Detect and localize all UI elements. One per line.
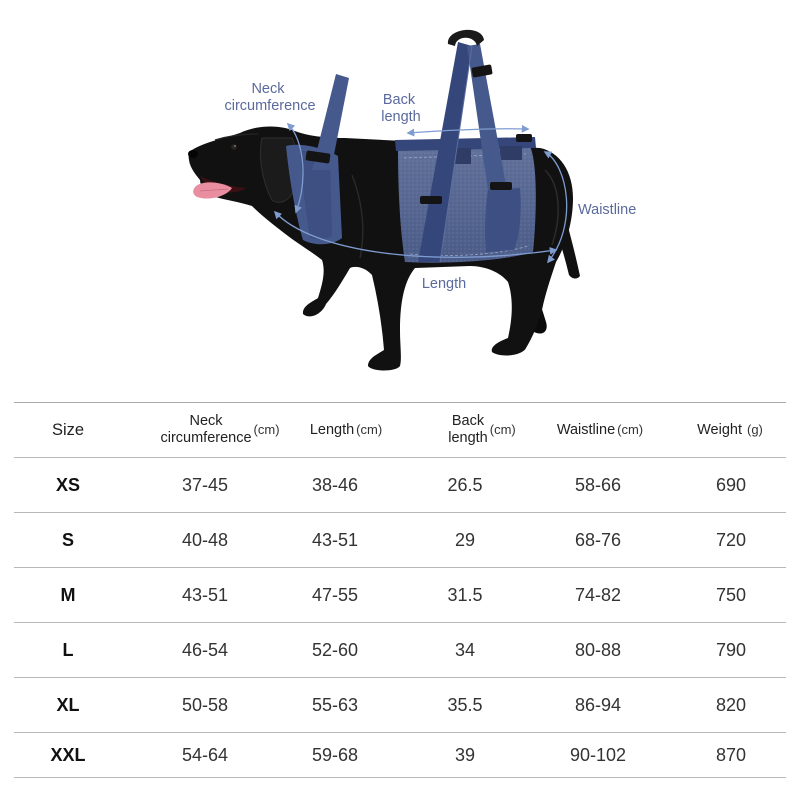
label-neck-line1: Neck bbox=[251, 81, 285, 97]
label-waistline: Waistline bbox=[578, 202, 637, 218]
header-size: Size bbox=[51, 420, 85, 439]
header-length-label: Length bbox=[309, 422, 355, 438]
cell-waistline: 86-94 bbox=[574, 694, 622, 715]
cell-size: L bbox=[62, 639, 74, 660]
table-row bbox=[14, 458, 786, 513]
table-header-row bbox=[14, 403, 786, 458]
cell-weight: 820 bbox=[715, 694, 747, 715]
table-row bbox=[14, 678, 786, 733]
cell-neck: 40-48 bbox=[181, 529, 229, 550]
cell-waistline: 80-88 bbox=[574, 639, 622, 660]
header-weight-label: Weight bbox=[697, 422, 742, 438]
label-back-line2: length bbox=[381, 109, 421, 125]
cell-length: 43-51 bbox=[311, 529, 359, 550]
cell-length: 38-46 bbox=[311, 474, 359, 495]
cell-weight: 720 bbox=[715, 529, 747, 550]
cell-waistline: 68-76 bbox=[574, 529, 622, 550]
dog-harness-illustration bbox=[0, 0, 800, 390]
cell-back-length: 26.5 bbox=[447, 474, 483, 495]
table-row bbox=[14, 733, 786, 778]
table-row bbox=[14, 623, 786, 678]
header-waistline-unit: (cm) bbox=[617, 421, 644, 437]
header-waistline bbox=[540, 403, 660, 457]
harness-handle bbox=[448, 30, 484, 46]
dog-nose bbox=[188, 150, 198, 158]
header-length bbox=[296, 403, 396, 457]
cell-neck: 37-45 bbox=[181, 474, 229, 495]
header-neck-circumference bbox=[140, 403, 300, 457]
cell-back-length: 35.5 bbox=[447, 694, 483, 715]
cell-length: 47-55 bbox=[311, 584, 359, 605]
cell-weight: 690 bbox=[715, 474, 747, 495]
cell-waistline: 74-82 bbox=[574, 584, 622, 605]
cell-neck: 46-54 bbox=[181, 639, 229, 660]
cell-neck: 43-51 bbox=[181, 584, 229, 605]
cell-length: 59-68 bbox=[311, 744, 359, 765]
cell-waistline: 90-102 bbox=[569, 744, 627, 765]
header-neck-unit: (cm) bbox=[253, 421, 280, 437]
label-back-length bbox=[381, 92, 421, 125]
cell-waistline: 58-66 bbox=[574, 474, 622, 495]
header-weight-unit: (g) bbox=[746, 421, 763, 437]
buckle bbox=[420, 196, 442, 204]
cell-size: XS bbox=[55, 474, 80, 495]
size-table bbox=[14, 402, 786, 778]
cell-size: S bbox=[61, 529, 74, 550]
dog-eye-highlight bbox=[234, 145, 236, 147]
cell-length: 55-63 bbox=[311, 694, 359, 715]
header-length-unit: (cm) bbox=[356, 421, 383, 437]
header-back-unit: (cm) bbox=[489, 421, 516, 437]
cell-weight: 870 bbox=[715, 744, 747, 765]
measure-line-back-length bbox=[408, 129, 528, 133]
label-back-line1: Back bbox=[382, 92, 416, 108]
cell-back-length: 31.5 bbox=[447, 584, 483, 605]
header-waistline-label: Waistline bbox=[556, 422, 616, 438]
label-length: Length bbox=[421, 276, 467, 292]
header-neck-line2: circumference bbox=[160, 430, 252, 446]
buckle bbox=[490, 182, 512, 190]
cell-weight: 790 bbox=[715, 639, 747, 660]
cell-weight: 750 bbox=[715, 584, 747, 605]
buckle bbox=[516, 134, 532, 142]
dog-eye bbox=[231, 144, 237, 150]
label-neck-line2: circumference bbox=[224, 98, 316, 114]
cell-back-length: 39 bbox=[454, 744, 476, 765]
harness-side-pouch bbox=[485, 188, 521, 252]
table-row bbox=[14, 568, 786, 623]
header-back-line2: length bbox=[448, 430, 488, 446]
harness-top-patch bbox=[500, 146, 522, 160]
cell-neck: 54-64 bbox=[181, 744, 229, 765]
header-back-length bbox=[432, 403, 532, 457]
cell-neck: 50-58 bbox=[181, 694, 229, 715]
cell-back-length: 34 bbox=[454, 639, 476, 660]
label-neck-circumference bbox=[224, 81, 315, 114]
cell-size: XXL bbox=[50, 744, 86, 765]
header-back-line1: Back bbox=[451, 413, 485, 429]
cell-back-length: 29 bbox=[454, 529, 476, 550]
cell-size: M bbox=[60, 584, 76, 605]
header-weight bbox=[680, 403, 780, 457]
cell-length: 52-60 bbox=[311, 639, 359, 660]
header-neck-line1: Neck bbox=[189, 413, 223, 429]
cell-size: XL bbox=[56, 694, 80, 715]
table-row bbox=[14, 513, 786, 568]
